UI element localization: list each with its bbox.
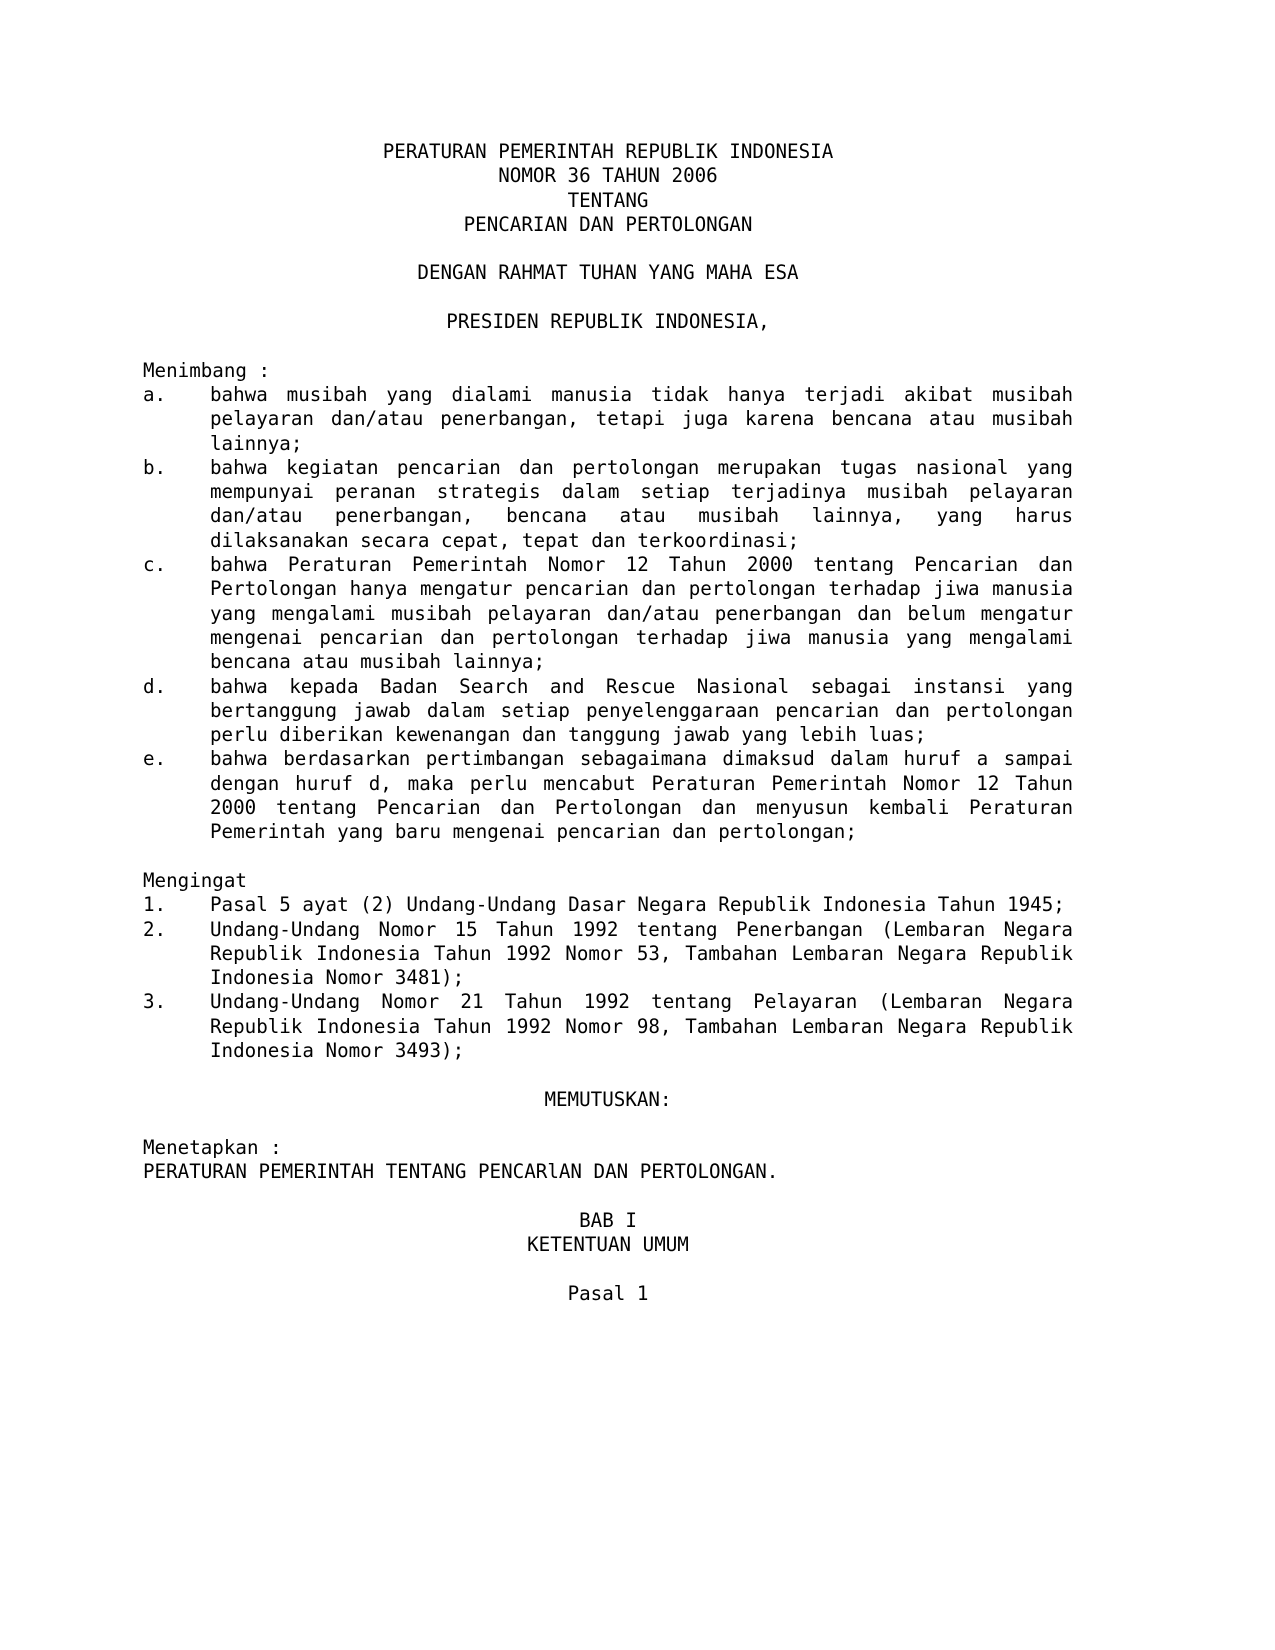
list-text: Undang-Undang Nomor 15 Tahun 1992 tentang Penerbangan (Lembaran Negara Republik Indonesia Tahun 1992 Nomor 53, Tambahan Lembaran Negara Republik Indonesia Nomor 3481);	[210, 917, 1073, 990]
establishing-label: Menetapkan :	[143, 1136, 282, 1160]
list-marker: a.	[143, 382, 167, 406]
considering-label: Menimbang :	[143, 358, 271, 382]
document-content	[143, 140, 1073, 1306]
list-marker: 3.	[143, 990, 167, 1014]
list-text: bahwa musibah yang dialami manusia tidak hanya terjadi akibat musibah pelayaran dan/atau penerbangan, tetapi juga karena bencana atau musibah lainnya;	[210, 382, 1073, 455]
list-text: Pasal 5 ayat (2) Undang-Undang Dasar Negara Republik Indonesia Tahun 1945;	[210, 893, 1065, 917]
list-item	[143, 747, 1073, 844]
list-marker: b.	[143, 455, 167, 479]
list-text: bahwa Peraturan Pemerintah Nomor 12 Tahun 2000 tentang Pencarian dan Pertolongan hanya mengatur pencarian dan pertolongan terhadap jiwa manusia yang mengalami musibah pelayaran dan/atau penerbangan dan belum mengatur mengenai pencarian dan pertolongan terhadap jiwa manusia yang mengalami bencana atau musibah lainnya;	[210, 553, 1073, 674]
document-title-line-1: PERATURAN PEMERINTAH REPUBLIK INDONESIA	[382, 140, 834, 163]
deciding-heading: MEMUTUSKAN:	[544, 1087, 672, 1111]
list-item	[143, 553, 1073, 674]
recalling-label: Mengingat	[143, 868, 247, 892]
document-title-line-4: PENCARIAN DAN PERTOLONGAN	[463, 212, 753, 236]
spacer	[143, 845, 1073, 869]
list-marker: e.	[143, 747, 167, 771]
recalling-list	[143, 893, 1073, 1063]
list-item	[143, 918, 1073, 991]
list-marker: 2.	[143, 917, 167, 941]
list-item	[143, 383, 1073, 456]
spacer	[143, 237, 1073, 261]
list-item	[143, 675, 1073, 748]
considering-list	[143, 383, 1073, 845]
list-text: bahwa kepada Badan Search and Rescue Nasional sebagai instansi yang bertanggung jawab dalam setiap penyelenggaraan pencarian dan pertolongan perlu diberikan kewenangan dan tanggung jawab yang lebih luas;	[210, 674, 1073, 747]
spacer	[143, 334, 1073, 358]
list-text: bahwa berdasarkan pertimbangan sebagaimana dimaksud dalam huruf a sampai dengan huruf d, maka perlu mencabut Peraturan Pemerintah Nomor 12 Tahun 2000 tentang Pencarian dan Pertolongan dan menyusun kembali Peraturan Pemerintah yang baru mengenai pencarian dan pertolongan;	[210, 747, 1073, 844]
document-title-line-2: NOMOR 36 TAHUN 2006	[498, 164, 718, 188]
spacer	[143, 286, 1073, 310]
list-item	[143, 990, 1073, 1063]
list-text: Undang-Undang Nomor 21 Tahun 1992 tentang Pelayaran (Lembaran Negara Republik Indonesia Tahun 1992 Nomor 98, Tambahan Lembaran Negara Republik Indonesia Nomor 3493);	[210, 990, 1073, 1062]
chapter-number: BAB I	[579, 1209, 637, 1233]
list-marker: c.	[143, 553, 167, 577]
chapter-name: KETENTUAN UMUM	[527, 1233, 689, 1257]
article-heading: Pasal 1	[567, 1281, 649, 1305]
spacer	[143, 1112, 1073, 1136]
list-marker: d.	[143, 674, 167, 698]
list-item	[143, 456, 1073, 553]
blessing-line: DENGAN RAHMAT TUHAN YANG MAHA ESA	[417, 261, 799, 285]
list-item	[143, 893, 1073, 917]
establishing-value: PERATURAN PEMERINTAH TENTANG PENCARlAN DAN PERTOLONGAN.	[143, 1160, 779, 1184]
list-marker: 1.	[143, 893, 167, 917]
spacer	[143, 1185, 1073, 1209]
list-text: bahwa kegiatan pencarian dan pertolongan merupakan tugas nasional yang mempunyai peranan strategis dalam setiap terjadinya musibah pelayaran dan/atau penerbangan, bencana atau musibah lainnya, yang harus dilaksanakan secara cepat, tepat dan terkoordinasi;	[210, 455, 1073, 552]
spacer	[143, 1063, 1073, 1087]
spacer	[143, 1258, 1073, 1282]
authority-line: PRESIDEN REPUBLIK INDONESIA,	[446, 310, 770, 334]
document-title-line-3: TENTANG	[567, 188, 649, 212]
